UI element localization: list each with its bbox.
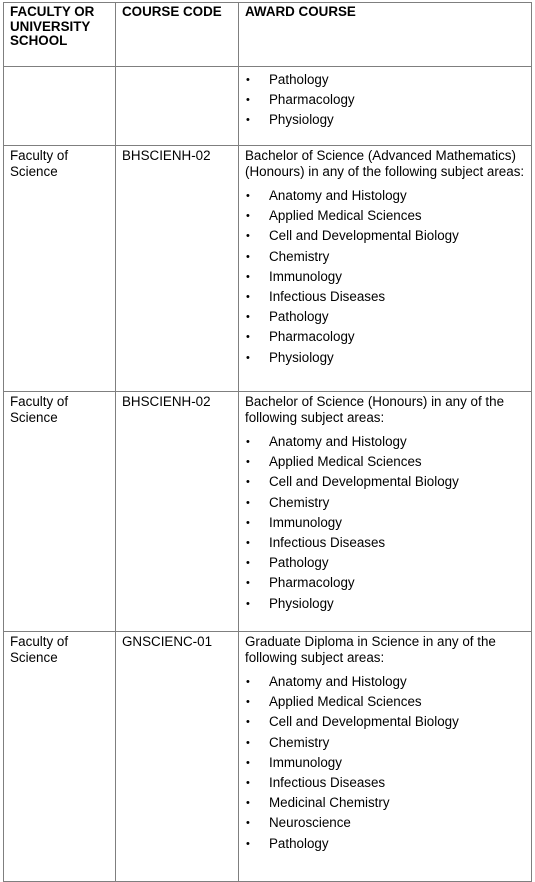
list-item <box>245 70 526 90</box>
table-row <box>4 146 532 392</box>
subject-list <box>245 186 526 368</box>
table-row <box>4 392 532 632</box>
header-faculty: FACULTY OR UNIVERSITY SCHOOL <box>4 3 116 67</box>
course-code-cell <box>116 67 239 146</box>
bullet-icon: • <box>246 250 250 263</box>
list-item <box>245 573 526 593</box>
list-item <box>245 493 526 513</box>
header-award-course: AWARD COURSE <box>239 3 532 67</box>
bullet-icon: • <box>246 270 250 283</box>
list-item <box>245 432 526 452</box>
course-code-cell: BHSCIENH-02 <box>116 146 239 392</box>
bullet-icon: • <box>246 476 250 489</box>
subject-label: Immunology <box>269 268 342 284</box>
list-item <box>245 90 526 110</box>
list-item <box>245 513 526 533</box>
bullet-icon: • <box>246 230 250 243</box>
list-item <box>245 287 526 307</box>
list-item <box>245 533 526 553</box>
subject-label: Pathology <box>269 555 329 571</box>
award-course-cell <box>239 146 532 392</box>
subject-label: Physiology <box>269 112 334 128</box>
bullet-icon: • <box>246 716 250 729</box>
subject-label: Applied Medical Sciences <box>269 454 422 470</box>
bullet-icon: • <box>246 776 250 789</box>
bullet-icon: • <box>246 837 250 850</box>
bullet-icon: • <box>246 290 250 303</box>
bullet-icon: • <box>246 696 250 709</box>
list-item <box>245 110 526 130</box>
bullet-icon: • <box>246 736 250 749</box>
table-header-row <box>4 3 532 67</box>
bullet-icon: • <box>246 516 250 529</box>
bullet-icon: • <box>246 756 250 769</box>
subject-label: Cell and Developmental Biology <box>269 714 459 730</box>
subject-label: Pharmacology <box>269 329 355 345</box>
list-item <box>245 452 526 472</box>
subject-list <box>245 672 526 854</box>
list-item <box>245 594 526 614</box>
subject-label: Infectious Diseases <box>269 774 386 790</box>
subject-label: Neuroscience <box>269 815 351 831</box>
list-item <box>245 327 526 347</box>
subject-label: Medicinal Chemistry <box>269 795 390 811</box>
list-item <box>245 793 526 813</box>
subject-label: Physiology <box>269 349 334 365</box>
course-code-cell: BHSCIENH-02 <box>116 392 239 632</box>
bullet-icon: • <box>246 536 250 549</box>
table-body <box>4 67 532 882</box>
bullet-icon: • <box>246 331 250 344</box>
bullet-icon: • <box>246 797 250 810</box>
award-description: Bachelor of Science (Advanced Mathematics) (Honours) in any of the following subject areas: <box>245 148 525 179</box>
bullet-icon: • <box>246 351 250 364</box>
list-item <box>245 307 526 327</box>
subject-label: Infectious Diseases <box>269 288 386 304</box>
bullet-icon: • <box>246 436 250 448</box>
bullet-icon: • <box>246 114 250 127</box>
list-item <box>245 186 526 206</box>
award-description: Graduate Diploma in Science in any of the following subject areas: <box>245 634 496 665</box>
bullet-icon: • <box>246 456 250 469</box>
award-course-cell <box>239 67 532 146</box>
list-item <box>245 472 526 492</box>
course-code-cell: GNSCIENC-01 <box>116 632 239 882</box>
subject-label: Cell and Developmental Biology <box>269 228 459 244</box>
table-row <box>4 632 532 882</box>
bullet-icon: • <box>246 817 250 830</box>
list-item <box>245 267 526 287</box>
bullet-icon: • <box>246 74 250 86</box>
list-item <box>245 753 526 773</box>
subject-label: Anatomy and Histology <box>269 674 407 689</box>
subject-label: Physiology <box>269 595 334 611</box>
list-item <box>245 834 526 854</box>
course-table <box>3 2 532 882</box>
subject-list <box>245 70 526 131</box>
bullet-icon: • <box>246 496 250 509</box>
header-course-code: COURSE CODE <box>116 3 239 67</box>
bullet-icon: • <box>246 676 250 688</box>
subject-label: Immunology <box>269 754 342 770</box>
faculty-cell: Faculty of Science <box>4 146 116 392</box>
list-item <box>245 247 526 267</box>
subject-label: Pathology <box>269 309 329 325</box>
bullet-icon: • <box>246 190 250 202</box>
bullet-icon: • <box>246 311 250 324</box>
award-course-cell <box>239 392 532 632</box>
award-description: Bachelor of Science (Honours) in any of the following subject areas: <box>245 394 505 425</box>
subject-label: Anatomy and Histology <box>269 434 407 449</box>
subject-label: Anatomy and Histology <box>269 188 407 203</box>
list-item <box>245 206 526 226</box>
subject-label: Immunology <box>269 514 342 530</box>
subject-label: Pharmacology <box>269 92 355 108</box>
table-row <box>4 67 532 146</box>
subject-list <box>245 432 526 614</box>
subject-label: Chemistry <box>269 248 330 264</box>
award-course-cell <box>239 632 532 882</box>
faculty-cell <box>4 67 116 146</box>
bullet-icon: • <box>246 210 250 223</box>
list-item <box>245 226 526 246</box>
list-item <box>245 553 526 573</box>
subject-label: Chemistry <box>269 734 330 750</box>
list-item <box>245 813 526 833</box>
subject-label: Cell and Developmental Biology <box>269 474 459 490</box>
list-item <box>245 773 526 793</box>
faculty-cell: Faculty of Science <box>4 392 116 632</box>
bullet-icon: • <box>246 94 250 107</box>
bullet-icon: • <box>246 597 250 610</box>
bullet-icon: • <box>246 577 250 590</box>
list-item <box>245 692 526 712</box>
bullet-icon: • <box>246 557 250 570</box>
subject-label: Applied Medical Sciences <box>269 694 422 710</box>
list-item <box>245 348 526 368</box>
subject-label: Pathology <box>269 72 329 87</box>
list-item <box>245 733 526 753</box>
faculty-cell: Faculty of Science <box>4 632 116 882</box>
subject-label: Infectious Diseases <box>269 534 386 550</box>
list-item <box>245 672 526 692</box>
subject-label: Pharmacology <box>269 575 355 591</box>
list-item <box>245 712 526 732</box>
subject-label: Chemistry <box>269 494 330 510</box>
subject-label: Pathology <box>269 835 329 851</box>
subject-label: Applied Medical Sciences <box>269 208 422 224</box>
